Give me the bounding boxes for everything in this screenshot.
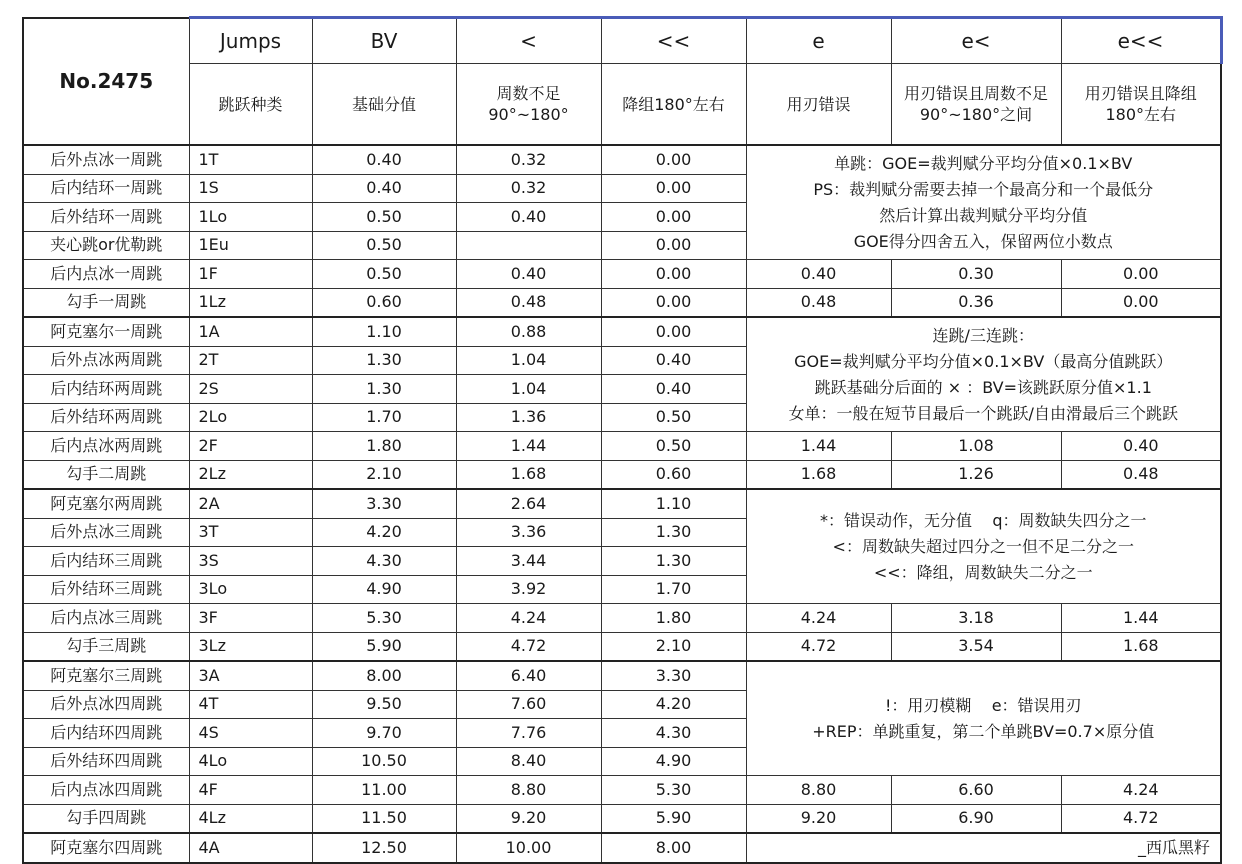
- edge-error-dg-value: 1.44: [1061, 604, 1221, 633]
- table-row: [23, 661, 1221, 690]
- downgraded-value: 0.50: [601, 403, 746, 432]
- base-value: 4.30: [312, 547, 456, 576]
- header-zh-1: 基础分值: [312, 64, 456, 146]
- table-row: [23, 833, 1221, 863]
- base-value: 5.90: [312, 632, 456, 661]
- edge-error-value: 4.72: [746, 632, 891, 661]
- base-value: 1.30: [312, 375, 456, 404]
- downgraded-value: 0.00: [601, 260, 746, 289]
- jump-code: 4A: [189, 833, 312, 863]
- base-value: 10.50: [312, 747, 456, 776]
- base-value: 0.50: [312, 260, 456, 289]
- downgraded-value: 0.00: [601, 317, 746, 346]
- downgraded-value: 0.40: [601, 346, 746, 375]
- jump-name: 后外点冰一周跳: [23, 145, 189, 174]
- note-line: 跳跃基础分后面的 × ：BV=该跳跃原分值×1.1: [814, 377, 1152, 397]
- note-line: +REP：单跳重复，第二个单跳BV=0.7×原分值: [812, 721, 1155, 741]
- under-rotated-value: 8.80: [456, 776, 601, 805]
- jump-name: 后外点冰四周跳: [23, 690, 189, 719]
- edge-error-ur-value: 1.26: [891, 460, 1061, 489]
- edge-error-value: 1.68: [746, 460, 891, 489]
- table-title: No.2475: [23, 18, 189, 146]
- base-value: 11.50: [312, 804, 456, 833]
- jump-name: 阿克塞尔三周跳: [23, 661, 189, 690]
- downgraded-value: 1.80: [601, 604, 746, 633]
- edge-error-ur-value: 6.90: [891, 804, 1061, 833]
- notes-block-1: [746, 317, 1221, 432]
- jump-code: 3A: [189, 661, 312, 690]
- downgraded-value: 0.00: [601, 145, 746, 174]
- jump-code: 1F: [189, 260, 312, 289]
- table-row: [23, 489, 1221, 518]
- edge-error-ur-value: 3.54: [891, 632, 1061, 661]
- jump-name: 阿克塞尔一周跳: [23, 317, 189, 346]
- note-line: <：周数缺失超过四分之一但不足二分之一: [832, 536, 1134, 556]
- jump-code: 2A: [189, 489, 312, 518]
- under-rotated-value: 4.24: [456, 604, 601, 633]
- note-line: GOE得分四舍五入，保留两位小数点: [853, 231, 1113, 251]
- downgraded-value: 4.20: [601, 690, 746, 719]
- edge-error-value: 1.44: [746, 432, 891, 461]
- jump-code: 3T: [189, 518, 312, 547]
- edge-error-value: 8.80: [746, 776, 891, 805]
- edge-error-dg-value: 0.00: [1061, 260, 1221, 289]
- base-value: 8.00: [312, 661, 456, 690]
- jump-name: 勾手二周跳: [23, 460, 189, 489]
- under-rotated-value: 4.72: [456, 632, 601, 661]
- jump-name: 后内结环两周跳: [23, 375, 189, 404]
- notes-block-0: [746, 145, 1221, 260]
- under-rotated-value: 7.76: [456, 719, 601, 748]
- jump-table-sheet: [22, 16, 1220, 858]
- header-en-1: BV: [312, 18, 456, 64]
- under-rotated-value: 2.64: [456, 489, 601, 518]
- jump-code: 1T: [189, 145, 312, 174]
- table-row: [23, 604, 1221, 633]
- base-value: 2.10: [312, 460, 456, 489]
- jump-name: 后内结环一周跳: [23, 174, 189, 203]
- downgraded-value: 4.30: [601, 719, 746, 748]
- jump-code: 4T: [189, 690, 312, 719]
- under-rotated-value: 10.00: [456, 833, 601, 863]
- note-line: GOE=裁判赋分平均分值×0.1×BV（最高分值跳跃）: [794, 351, 1173, 371]
- note-line: 连跳/三连跳：: [932, 325, 1034, 345]
- jump-code: 1S: [189, 174, 312, 203]
- jump-name: 后外点冰两周跳: [23, 346, 189, 375]
- header-zh-5: 用刃错误且周数不足 90°~180°之间: [891, 64, 1061, 146]
- jump-code: 2S: [189, 375, 312, 404]
- jump-code: 3Lo: [189, 575, 312, 604]
- header-zh-4: 用刃错误: [746, 64, 891, 146]
- edge-error-dg-value: 4.24: [1061, 776, 1221, 805]
- downgraded-value: 0.60: [601, 460, 746, 489]
- base-value: 3.30: [312, 489, 456, 518]
- downgraded-value: 3.30: [601, 661, 746, 690]
- jump-code: 1Lo: [189, 203, 312, 232]
- edge-error-dg-value: 0.48: [1061, 460, 1221, 489]
- under-rotated-value: 3.36: [456, 518, 601, 547]
- header-zh-3: 降组180°左右: [601, 64, 746, 146]
- jump-name: 后外点冰三周跳: [23, 518, 189, 547]
- base-value: 9.70: [312, 719, 456, 748]
- edge-error-value: 9.20: [746, 804, 891, 833]
- edge-error-ur-value: 0.30: [891, 260, 1061, 289]
- header-en-3: <<: [601, 18, 746, 64]
- jump-code: 4S: [189, 719, 312, 748]
- downgraded-value: 0.50: [601, 432, 746, 461]
- jump-name: 后外结环两周跳: [23, 403, 189, 432]
- base-value: 0.50: [312, 231, 456, 260]
- jump-code: 1Eu: [189, 231, 312, 260]
- jump-name: 后内点冰三周跳: [23, 604, 189, 633]
- base-value: 1.30: [312, 346, 456, 375]
- jump-code: 2T: [189, 346, 312, 375]
- base-value: 9.50: [312, 690, 456, 719]
- jump-code: 2Lz: [189, 460, 312, 489]
- header-en-0: Jumps: [189, 18, 312, 64]
- edge-error-dg-value: 4.72: [1061, 804, 1221, 833]
- base-value: 4.90: [312, 575, 456, 604]
- header-en-6: e<<: [1061, 18, 1221, 64]
- table-row: [23, 460, 1221, 489]
- table-row: [23, 145, 1221, 174]
- downgraded-value: 1.30: [601, 547, 746, 576]
- downgraded-value: 0.00: [601, 203, 746, 232]
- jump-code: 2F: [189, 432, 312, 461]
- note-line: *：错误动作，无分值 q：周数缺失四分之一: [819, 510, 1147, 530]
- jump-code: 4Lz: [189, 804, 312, 833]
- jump-code: 4F: [189, 776, 312, 805]
- under-rotated-value: 0.40: [456, 260, 601, 289]
- base-value: 1.70: [312, 403, 456, 432]
- edge-error-ur-value: 6.60: [891, 776, 1061, 805]
- under-rotated-value: 7.60: [456, 690, 601, 719]
- notes-block-3: [746, 661, 1221, 776]
- jump-name: 后内点冰两周跳: [23, 432, 189, 461]
- table-row: [23, 804, 1221, 833]
- table-row: [23, 632, 1221, 661]
- under-rotated-value: 9.20: [456, 804, 601, 833]
- under-rotated-value: 1.68: [456, 460, 601, 489]
- edge-error-ur-value: 3.18: [891, 604, 1061, 633]
- table-row: [23, 776, 1221, 805]
- downgraded-value: 1.70: [601, 575, 746, 604]
- base-value: 11.00: [312, 776, 456, 805]
- under-rotated-value: 3.44: [456, 547, 601, 576]
- jump-name: 后内点冰一周跳: [23, 260, 189, 289]
- base-value: 1.10: [312, 317, 456, 346]
- base-value: 12.50: [312, 833, 456, 863]
- jump-name: 勾手三周跳: [23, 632, 189, 661]
- jump-code: 3Lz: [189, 632, 312, 661]
- edge-error-dg-value: 0.40: [1061, 432, 1221, 461]
- table-row: [23, 288, 1221, 317]
- jump-code: 2Lo: [189, 403, 312, 432]
- base-value: 1.80: [312, 432, 456, 461]
- under-rotated-value: 6.40: [456, 661, 601, 690]
- under-rotated-value: 0.88: [456, 317, 601, 346]
- edge-error-ur-value: 0.36: [891, 288, 1061, 317]
- under-rotated-value: 0.32: [456, 145, 601, 174]
- downgraded-value: 0.00: [601, 174, 746, 203]
- downgraded-value: 5.90: [601, 804, 746, 833]
- note-line: 然后计算出裁判赋分平均分值: [879, 205, 1088, 225]
- header-zh-6: 用刃错误且降组 180°左右: [1061, 64, 1221, 146]
- jump-name: 后内结环四周跳: [23, 719, 189, 748]
- base-value: 0.40: [312, 145, 456, 174]
- jump-code: 3F: [189, 604, 312, 633]
- under-rotated-value: 1.36: [456, 403, 601, 432]
- downgraded-value: 8.00: [601, 833, 746, 863]
- note-line: PS：裁判赋分需要去掉一个最高分和一个最低分: [813, 179, 1154, 199]
- header-en-4: e: [746, 18, 891, 64]
- table-row: [23, 317, 1221, 346]
- jump-code: 1Lz: [189, 288, 312, 317]
- base-value: 4.20: [312, 518, 456, 547]
- under-rotated-value: 3.92: [456, 575, 601, 604]
- jump-value-table: [22, 16, 1223, 864]
- under-rotated-value: [456, 231, 601, 260]
- base-value: 0.40: [312, 174, 456, 203]
- jump-name: 后外结环一周跳: [23, 203, 189, 232]
- under-rotated-value: 0.32: [456, 174, 601, 203]
- jump-name: 后外结环三周跳: [23, 575, 189, 604]
- jump-name: 阿克塞尔四周跳: [23, 833, 189, 863]
- edge-error-value: 0.48: [746, 288, 891, 317]
- edge-error-ur-value: 1.08: [891, 432, 1061, 461]
- jump-name: 夹心跳or优勒跳: [23, 231, 189, 260]
- base-value: 0.60: [312, 288, 456, 317]
- base-value: 0.50: [312, 203, 456, 232]
- downgraded-value: 0.40: [601, 375, 746, 404]
- under-rotated-value: 0.48: [456, 288, 601, 317]
- under-rotated-value: 0.40: [456, 203, 601, 232]
- signature: _西瓜黑籽: [746, 833, 1221, 863]
- table-row: [23, 432, 1221, 461]
- header-zh-2: 周数不足 90°~180°: [456, 64, 601, 146]
- notes-block-2: [746, 489, 1221, 604]
- edge-error-dg-value: 1.68: [1061, 632, 1221, 661]
- note-line: 女单：一般在短节目最后一个跳跃/自由滑最后三个跳跃: [788, 403, 1178, 423]
- downgraded-value: 4.90: [601, 747, 746, 776]
- jump-code: 4Lo: [189, 747, 312, 776]
- edge-error-value: 4.24: [746, 604, 891, 633]
- jump-name: 勾手四周跳: [23, 804, 189, 833]
- header-en-5: e<: [891, 18, 1061, 64]
- note-line: 单跳：GOE=裁判赋分平均分值×0.1×BV: [834, 153, 1133, 173]
- edge-error-dg-value: 0.00: [1061, 288, 1221, 317]
- downgraded-value: 1.30: [601, 518, 746, 547]
- table-row: [23, 260, 1221, 289]
- downgraded-value: 2.10: [601, 632, 746, 661]
- jump-code: 3S: [189, 547, 312, 576]
- jump-name: 后外结环四周跳: [23, 747, 189, 776]
- under-rotated-value: 1.44: [456, 432, 601, 461]
- base-value: 5.30: [312, 604, 456, 633]
- under-rotated-value: 1.04: [456, 346, 601, 375]
- edge-error-value: 0.40: [746, 260, 891, 289]
- note-line: <<：降组，周数缺失二分之一: [873, 562, 1093, 582]
- under-rotated-value: 8.40: [456, 747, 601, 776]
- downgraded-value: 0.00: [601, 231, 746, 260]
- header-zh-0: 跳跃种类: [189, 64, 312, 146]
- header-en-2: <: [456, 18, 601, 64]
- jump-name: 后内点冰四周跳: [23, 776, 189, 805]
- under-rotated-value: 1.04: [456, 375, 601, 404]
- jump-code: 1A: [189, 317, 312, 346]
- jump-name: 后内结环三周跳: [23, 547, 189, 576]
- note-line: !：用刃模糊 e：错误用刃: [884, 695, 1082, 715]
- downgraded-value: 5.30: [601, 776, 746, 805]
- downgraded-value: 1.10: [601, 489, 746, 518]
- jump-name: 阿克塞尔两周跳: [23, 489, 189, 518]
- downgraded-value: 0.00: [601, 288, 746, 317]
- jump-name: 勾手一周跳: [23, 288, 189, 317]
